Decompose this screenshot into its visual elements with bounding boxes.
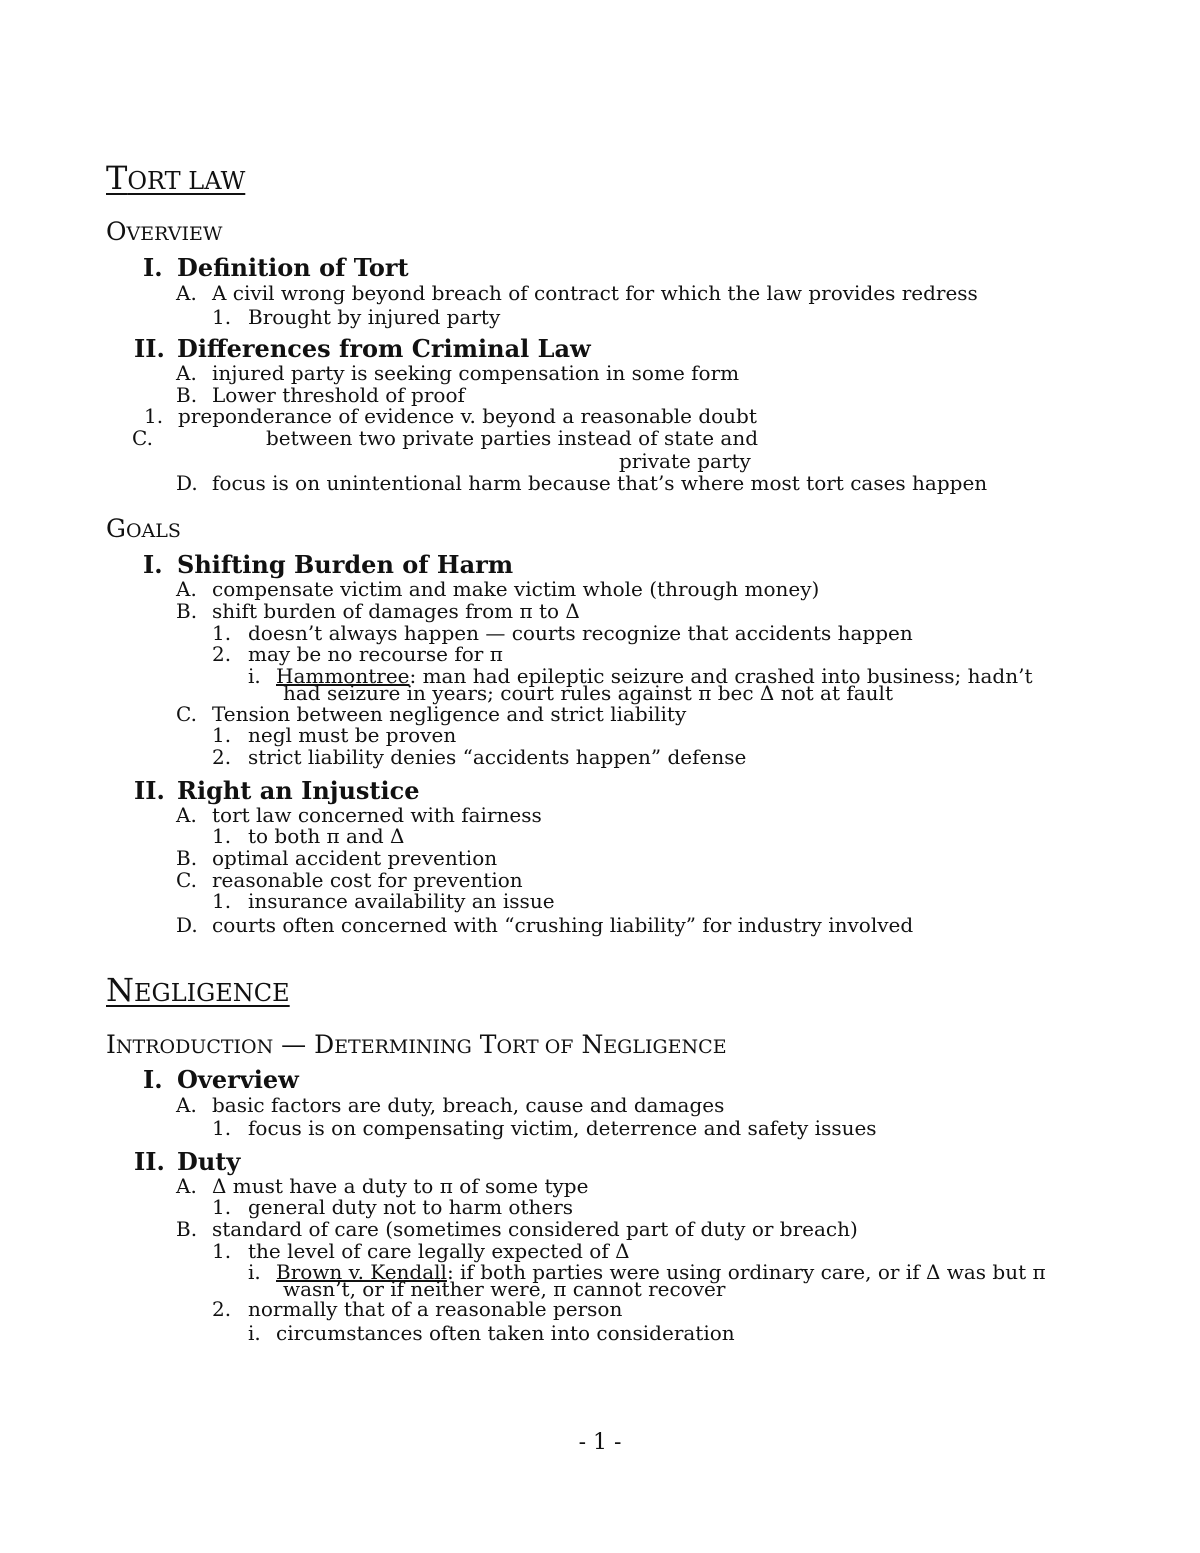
list-item: B. Lower threshold of proof [176, 383, 465, 407]
list-item: A. Δ must have a duty to π of some type [176, 1174, 589, 1198]
section-differences-from-criminal-law: II. Differences from Criminal Law [134, 334, 591, 363]
case-name: Brown v. Kendall [276, 1260, 447, 1284]
list-item: C. Tension between negligence and strict liability [176, 702, 687, 726]
list-item: A. injured party is seeking compensation in some form [176, 361, 740, 385]
list-item: A. A civil wrong beyond breach of contract for which the law provides redress [176, 281, 978, 305]
list-item: 1. the level of care legally expected of Δ [212, 1239, 630, 1263]
list-item: C. between two private parties instead of state and [132, 426, 759, 450]
list-item: 1. doesn’t always happen — courts recognize that accidents happen [212, 621, 913, 645]
section-definition-of-tort: I. Definition of Tort [143, 253, 409, 282]
list-item-continuation: had seizure in years; court rules against π bec Δ not at fault [283, 681, 893, 705]
list-item: A. tort law concerned with fairness [176, 803, 542, 827]
list-item: 2. strict liability denies “accidents happen” defense [212, 745, 747, 769]
list-item: i. Brown v. Kendall: if both parties were using ordinary care, or if Δ was but π [248, 1260, 1046, 1284]
list-item: C. reasonable cost for prevention [176, 868, 523, 892]
list-item: D. courts often concerned with “crushing liability” for industry involved [176, 913, 914, 937]
case-name: Hammontree [276, 664, 410, 688]
heading-overview: OVERVIEW [106, 217, 223, 246]
list-item: 1. to both π and Δ [212, 824, 405, 848]
list-item: 1. general duty not to harm others [212, 1195, 574, 1219]
list-item: B. standard of care (sometimes considered part of duty or breach) [176, 1217, 858, 1241]
heading-tort-law: TORT LAW [106, 159, 246, 197]
page-number: - 1 - [578, 1430, 622, 1455]
section-overview: I. Overview [143, 1065, 299, 1094]
list-item: 1. preponderance of evidence v. beyond a reasonable doubt [144, 404, 757, 428]
heading-introduction: INTRODUCTION — DETERMINING TORT OF NEGLIGENCE [106, 1030, 727, 1059]
section-duty: II. Duty [134, 1147, 241, 1176]
list-item: 1. negl must be proven [212, 723, 457, 747]
list-item: A. basic factors are duty, breach, cause and damages [176, 1093, 725, 1117]
list-item-continuation: wasn’t, or if neither were, π cannot recover [283, 1277, 726, 1301]
section-shifting-burden-of-harm: I. Shifting Burden of Harm [143, 550, 514, 579]
list-item: i. circumstances often taken into consideration [248, 1321, 735, 1345]
list-item: B. optimal accident prevention [176, 846, 498, 870]
list-item: 1. Brought by injured party [212, 305, 501, 329]
list-item: i. Hammontree: man had epileptic seizure and crashed into business; hadn’t [248, 664, 1033, 688]
section-right-an-injustice: II. Right an Injustice [134, 776, 420, 805]
list-item: 2. may be no recourse for π [212, 642, 503, 666]
list-item: 1. focus is on compensating victim, deterrence and safety issues [212, 1116, 877, 1140]
list-item: 2. normally that of a reasonable person [212, 1297, 623, 1321]
heading-negligence: NEGLIGENCE [106, 971, 290, 1009]
list-item: A. compensate victim and make victim whole (through money) [176, 577, 820, 601]
list-item: 1. insurance availability an issue [212, 889, 555, 913]
list-item: D. focus is on unintentional harm because that’s where most tort cases happen [176, 471, 988, 495]
heading-goals: GOALS [106, 514, 181, 543]
list-item: B. shift burden of damages from π to Δ [176, 599, 580, 623]
list-item-continuation: private party [619, 449, 751, 473]
